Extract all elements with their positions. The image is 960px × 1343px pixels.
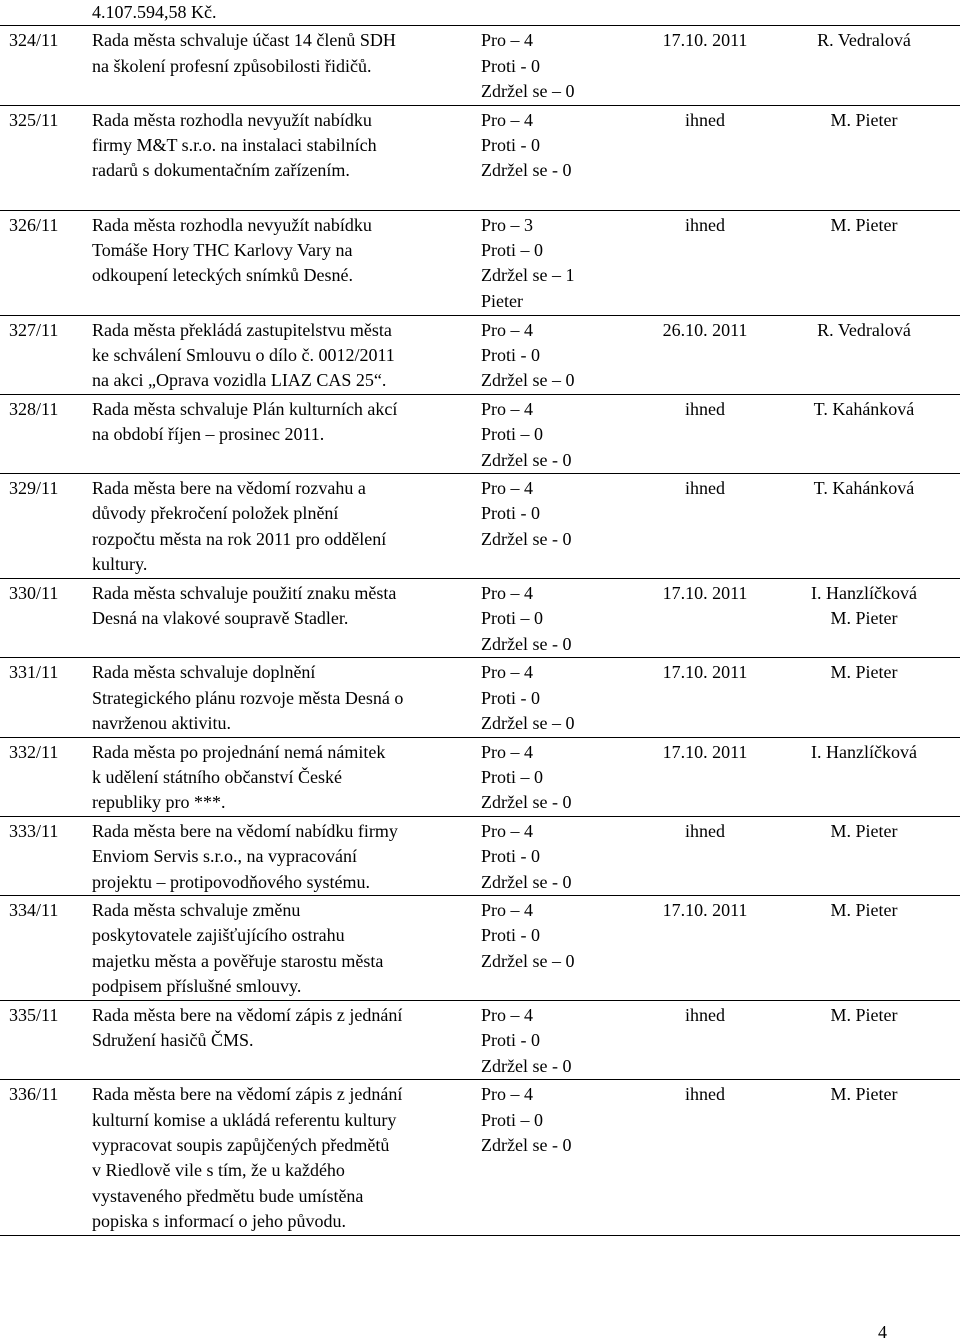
resolution-number: 325/11 xyxy=(9,109,59,130)
responsible-name: M. Pieter xyxy=(830,109,898,130)
resolution-text-line: radarů s dokumentačním zařízením. xyxy=(92,160,350,181)
resolution-number: 328/11 xyxy=(9,398,59,419)
vote-line: Proti - 0 xyxy=(481,925,541,946)
vote-line: Proti - 0 xyxy=(481,846,541,867)
resolution-text-line: na období říjen – prosinec 2011. xyxy=(92,424,325,445)
responsible-name: M. Pieter xyxy=(830,1004,898,1025)
vote-line: Zdržel se – 0 xyxy=(481,81,575,102)
vote-line: Zdržel se – 0 xyxy=(481,713,575,734)
vote-line: Proti – 0 xyxy=(481,424,544,445)
resolution-text-line: Rada města bere na vědomí zápis z jednání xyxy=(92,1084,403,1105)
resolution-number: 336/11 xyxy=(9,1084,59,1105)
responsible-person xyxy=(769,105,960,210)
vote-result xyxy=(472,474,636,579)
resolution-text xyxy=(83,105,472,210)
responsible-name: M. Pieter xyxy=(830,608,898,629)
responsible-name: M. Pieter xyxy=(830,820,898,841)
responsible-person xyxy=(769,579,960,658)
responsible-person xyxy=(769,737,960,816)
resolution-text-line: Rada města schvaluje Plán kulturních akcí xyxy=(92,398,398,419)
vote-result xyxy=(472,26,636,105)
vote-result xyxy=(472,315,636,394)
vote-line: Zdržel se - 0 xyxy=(481,633,572,654)
vote-line: Pro – 4 xyxy=(481,662,534,683)
vote-line: Proti - 0 xyxy=(481,503,541,524)
vote-line: Proti - 0 xyxy=(481,55,541,76)
resolution-text-line: Rada města po projednání nemá námitek xyxy=(92,741,386,762)
resolution-row xyxy=(0,26,960,105)
responsible-person xyxy=(769,394,960,473)
resolution-text-line: Sdružení hasičů ČMS. xyxy=(92,1030,254,1051)
responsible-name: M. Pieter xyxy=(830,214,898,235)
resolution-row xyxy=(0,579,960,658)
deadline: 17.10. 2011 xyxy=(662,662,748,683)
resolution-row xyxy=(0,658,960,737)
resolution-text-line: rozpočtu města na rok 2011 pro oddělení xyxy=(92,528,387,549)
resolution-text xyxy=(83,1000,472,1079)
vote-line: Proti – 0 xyxy=(481,766,544,787)
resolution-text-line: republiky pro ***. xyxy=(92,792,226,813)
deadline: ihned xyxy=(685,1004,725,1025)
resolution-text-line: Rada města schvaluje použití znaku města xyxy=(92,583,397,604)
resolution-number: 324/11 xyxy=(9,30,59,51)
vote-line: Zdržel se - 0 xyxy=(481,528,572,549)
resolution-text xyxy=(83,737,472,816)
resolution-text-line: Rada města rozhodla nevyužít nabídku xyxy=(92,109,372,130)
resolution-text-line: firmy M&T s.r.o. na instalaci stabilních xyxy=(92,135,377,156)
vote-result xyxy=(472,658,636,737)
resolution-text xyxy=(83,474,472,579)
resolution-text-line: kultury. xyxy=(92,554,148,575)
resolution-text-line: Desná na vlakové soupravě Stadler. xyxy=(92,608,349,629)
vote-result xyxy=(472,816,636,895)
resolution-text-line: k udělení státního občanství České xyxy=(92,766,342,787)
resolution-text-line: Rada města bere na vědomí zápis z jednání xyxy=(92,1004,403,1025)
resolution-text xyxy=(83,579,472,658)
vote-line: Proti - 0 xyxy=(481,345,541,366)
resolution-row xyxy=(0,210,960,315)
resolution-text-line: odkoupení leteckých snímků Desné. xyxy=(92,265,353,286)
resolution-text-line: Rada města rozhodla nevyužít nabídku xyxy=(92,214,372,235)
resolution-text-line: Strategického plánu rozvoje města Desná o xyxy=(92,687,404,708)
vote-line: Pro – 4 xyxy=(481,899,534,920)
resolution-number: 331/11 xyxy=(9,662,59,683)
vote-line: Pro – 4 xyxy=(481,1004,534,1025)
vote-result xyxy=(472,1080,636,1235)
responsible-name: R. Vedralová xyxy=(817,319,911,340)
deadline: 26.10. 2011 xyxy=(662,319,748,340)
resolution-text-line: Tomáše Hory THC Karlovy Vary na xyxy=(92,240,353,261)
vote-line: Proti – 0 xyxy=(481,240,544,261)
vote-line: Zdržel se – 0 xyxy=(481,950,575,971)
responsible-person xyxy=(769,26,960,105)
vote-result xyxy=(472,1000,636,1079)
resolution-number: 329/11 xyxy=(9,478,59,499)
deadline: 17.10. 2011 xyxy=(662,741,748,762)
vote-line: Pro – 4 xyxy=(481,820,534,841)
vote-line: Pro – 4 xyxy=(481,478,534,499)
resolution-row xyxy=(0,394,960,473)
deadline: ihned xyxy=(685,214,725,235)
responsible-person xyxy=(769,1000,960,1079)
resolution-text xyxy=(83,1080,472,1235)
vote-line: Proti - 0 xyxy=(481,135,541,156)
vote-result xyxy=(472,895,636,1000)
vote-line: Pro – 4 xyxy=(481,30,534,51)
resolution-number: 334/11 xyxy=(9,899,59,920)
resolution-text-line: ke schválení Smlouvu o dílo č. 0012/2011 xyxy=(92,345,395,366)
resolution-text-line: navrženou aktivitu. xyxy=(92,713,231,734)
resolution-number: 326/11 xyxy=(9,214,59,235)
responsible-name: T. Kahánková xyxy=(813,478,915,499)
responsible-person xyxy=(769,816,960,895)
resolution-text xyxy=(83,315,472,394)
resolution-text-line: Rada města schvaluje účast 14 členů SDH xyxy=(92,30,396,51)
resolution-text xyxy=(83,394,472,473)
resolution-text-line: Enviom Servis s.r.o., na vypracování xyxy=(92,846,357,867)
deadline: ihned xyxy=(685,820,725,841)
carryover-row xyxy=(0,0,960,26)
carryover-text: 4.107.594,58 Kč. xyxy=(92,2,217,22)
responsible-name: R. Vedralová xyxy=(817,30,911,51)
responsible-name: I. Hanzlíčková xyxy=(811,741,917,762)
deadline: ihned xyxy=(685,1084,725,1105)
vote-line: Zdržel se - 0 xyxy=(481,792,572,813)
vote-line: Pro – 4 xyxy=(481,398,534,419)
resolution-text xyxy=(83,816,472,895)
vote-line: Proti – 0 xyxy=(481,608,544,629)
resolution-text-line: Rada města schvaluje doplnění xyxy=(92,662,316,683)
resolution-text-line: Rada města schvaluje změnu xyxy=(92,899,301,920)
vote-result xyxy=(472,394,636,473)
resolution-number: 330/11 xyxy=(9,583,59,604)
responsible-person xyxy=(769,658,960,737)
vote-line: Pro – 4 xyxy=(481,583,534,604)
vote-line: Zdržel se - 0 xyxy=(481,1134,572,1155)
vote-line: Pro – 4 xyxy=(481,319,534,340)
deadline: 17.10. 2011 xyxy=(662,30,748,51)
carryover-num-cell xyxy=(0,0,83,26)
resolution-text-line: vypracovat soupis zapůjčených předmětů xyxy=(92,1134,390,1155)
responsible-person xyxy=(769,210,960,315)
resolution-text-line: Rada města překládá zastupitelstvu města xyxy=(92,319,392,340)
vote-line: Pro – 3 xyxy=(481,214,534,235)
vote-line: Proti - 0 xyxy=(481,687,541,708)
resolution-text-line: vystaveného předmětu bude umístěna xyxy=(92,1185,364,1206)
vote-line: Pro – 4 xyxy=(481,1084,534,1105)
vote-result xyxy=(472,105,636,210)
page-number: 4 xyxy=(878,1322,887,1342)
vote-line: Zdržel se – 1 xyxy=(481,265,575,286)
responsible-name: I. Hanzlíčková xyxy=(811,583,917,604)
resolution-number: 332/11 xyxy=(9,741,59,762)
deadline: ihned xyxy=(685,398,725,419)
vote-line: Zdržel se – 0 xyxy=(481,370,575,391)
resolution-row xyxy=(0,105,960,210)
resolution-row xyxy=(0,737,960,816)
resolution-text xyxy=(83,26,472,105)
responsible-name: M. Pieter xyxy=(830,899,898,920)
vote-line: Zdržel se - 0 xyxy=(481,871,572,892)
responsible-name: M. Pieter xyxy=(830,1084,898,1105)
responsible-name: T. Kahánková xyxy=(813,398,915,419)
vote-result xyxy=(472,737,636,816)
responsible-person xyxy=(769,895,960,1000)
resolution-text-line: poskytovatele zajišťujícího ostrahu xyxy=(92,925,345,946)
resolution-text-line: Rada města bere na vědomí rozvahu a xyxy=(92,478,366,499)
resolution-row xyxy=(0,895,960,1000)
resolution-number: 335/11 xyxy=(9,1004,59,1025)
resolution-text-line: kulturní komise a ukládá referentu kultury xyxy=(92,1109,397,1130)
responsible-person xyxy=(769,315,960,394)
resolution-text-line: na školení profesní způsobilosti řidičů. xyxy=(92,55,372,76)
deadline: ihned xyxy=(685,478,725,499)
responsible-person xyxy=(769,474,960,579)
resolution-number: 327/11 xyxy=(9,319,59,340)
vote-line: Zdržel se - 0 xyxy=(481,160,572,181)
resolution-text xyxy=(83,895,472,1000)
resolution-text-line: projektu – protipovodňového systému. xyxy=(92,871,370,892)
resolution-row xyxy=(0,816,960,895)
resolution-text-line: popiska s informací o jeho původu. xyxy=(92,1211,346,1232)
resolution-text xyxy=(83,210,472,315)
vote-line: Proti - 0 xyxy=(481,1030,541,1051)
resolution-text-line: podpisem příslušné smlouvy. xyxy=(92,976,302,997)
responsible-name: M. Pieter xyxy=(830,662,898,683)
resolution-text xyxy=(83,658,472,737)
resolution-number: 333/11 xyxy=(9,820,59,841)
deadline: 17.10. 2011 xyxy=(662,583,748,604)
vote-line: Proti – 0 xyxy=(481,1109,544,1130)
vote-line: Pieter xyxy=(481,290,523,311)
deadline: ihned xyxy=(685,109,725,130)
resolution-text-line: majetku města a pověřuje starostu města xyxy=(92,950,384,971)
vote-result xyxy=(472,579,636,658)
resolution-row xyxy=(0,1080,960,1235)
responsible-person xyxy=(769,1080,960,1235)
vote-line: Zdržel se - 0 xyxy=(481,449,572,470)
resolution-row xyxy=(0,1000,960,1079)
deadline: 17.10. 2011 xyxy=(662,899,748,920)
resolution-text-line: v Riedlově vile s tím, že u každého xyxy=(92,1160,345,1181)
resolution-text-line: na akci „Oprava vozidla LIAZ CAS 25“. xyxy=(92,370,387,391)
vote-result xyxy=(472,210,636,315)
vote-line: Pro – 4 xyxy=(481,741,534,762)
resolution-text-line: důvody překročení položek plnění xyxy=(92,503,339,524)
resolution-row xyxy=(0,315,960,394)
vote-line: Zdržel se - 0 xyxy=(481,1055,572,1076)
resolution-row xyxy=(0,474,960,579)
vote-line: Pro – 4 xyxy=(481,109,534,130)
resolution-text-line: Rada města bere na vědomí nabídku firmy xyxy=(92,820,398,841)
